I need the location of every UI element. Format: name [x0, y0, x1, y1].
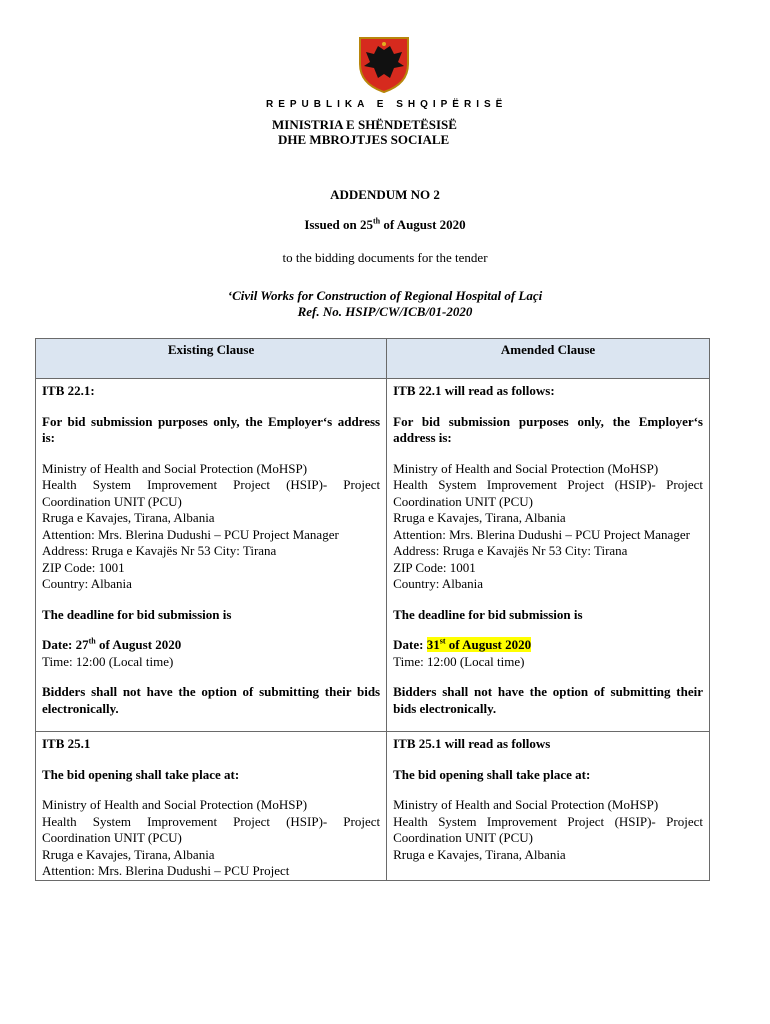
clause-number: ITB 22.1 will read as follows: — [393, 383, 555, 398]
deadline-date: Date: 27th of August 2020 — [42, 636, 182, 652]
clause-number: ITB 22.1: — [42, 383, 95, 398]
address-block: Ministry of Health and Social Protection (MoHSP) Health System Improvement Project (HSIP)- Project Coordination UNIT (PCU) Rruga e Kavajes, Tirana, Albania Attention: Mrs. Blerina Dudushi – PCU Project Manager Address: Rruga e Kavajës Nr 53 City: Tirana ZIP Code: 1001 Country: Albania — [42, 460, 381, 591]
tender-line: to the bidding documents for the tender — [282, 250, 488, 265]
clause-intro: For bid submission purposes only, the Employer‘s address is: — [393, 413, 703, 445]
deadline-time: Time: 12:00 (Local time) — [393, 653, 525, 669]
existing-clause-cell — [36, 732, 387, 881]
issued-date: Issued on 25th of August 2020 — [304, 216, 466, 232]
amended-clause-header: Amended Clause — [387, 339, 710, 379]
ministry-name — [272, 117, 502, 147]
clause-number: ITB 25.1 will read as follows — [393, 736, 551, 751]
project-name: ‘Civil Works for Construction of Regional Hospital of Laçi — [227, 288, 543, 303]
amended-date-highlight: 31st of August 2020 — [426, 636, 532, 652]
clause-number: ITB 25.1 — [42, 736, 91, 751]
project-title — [0, 288, 770, 320]
deadline-time: Time: 12:00 (Local time) — [42, 653, 174, 669]
table-row — [36, 732, 710, 881]
ministry-line-1: MINISTRIA E SHËNDETËSISË — [272, 117, 457, 132]
clause-intro: The bid opening shall take place at: — [393, 766, 591, 782]
amended-clause-cell — [387, 379, 710, 732]
amended-clause-cell — [387, 732, 710, 881]
electronic-submission-note: Bidders shall not have the option of submitting their bids electronically. — [393, 684, 703, 716]
clause-intro: For bid submission purposes only, the Employer‘s address is: — [42, 413, 381, 445]
clause-intro: The bid opening shall take place at: — [42, 766, 240, 782]
ministry-line-2: DHE MBROJTJES SOCIALE — [278, 132, 450, 147]
existing-clause-cell — [36, 379, 387, 732]
addendum-title: ADDENDUM NO 2 — [330, 187, 440, 202]
albanian-eagle-emblem-icon — [354, 34, 414, 94]
deadline-label: The deadline for bid submission is — [393, 606, 583, 622]
existing-clause-header: Existing Clause — [36, 339, 387, 379]
republic-name: REPUBLIKA E SHQIPËRISË — [266, 99, 508, 110]
reference-number: Ref. No. HSIP/CW/ICB/01-2020 — [297, 304, 473, 319]
clauses-table — [35, 338, 710, 881]
address-block: Ministry of Health and Social Protection (MoHSP) Health System Improvement Project (HSIP)- Project Coordination UNIT (PCU) Rruga e Kavajes, Tirana, Albania — [393, 797, 703, 862]
address-block: Ministry of Health and Social Protection (MoHSP) Health System Improvement Project (HSIP)- Project Coordination UNIT (PCU) Rruga e Kavajes, Tirana, Albania Attention: Mrs. Blerina Dudushi – PCU Project Manager Address: Rruga e Kavajës Nr 53 City: Tirana ZIP Code: 1001 Country: Albania — [393, 460, 703, 591]
table-header-row — [36, 339, 710, 379]
table-row — [36, 379, 710, 732]
deadline-label: The deadline for bid submission is — [42, 606, 232, 622]
electronic-submission-note: Bidders shall not have the option of submitting their bids electronically. — [42, 684, 381, 716]
address-block: Ministry of Health and Social Protection (MoHSP) Health System Improvement Project (HSIP)- Project Coordination UNIT (PCU) Rruga e Kavajes, Tirana, Albania Attention: Mrs. Blerina Dudushi – PCU Project — [42, 797, 381, 878]
deadline-date: Date: 31st of August 2020 — [393, 636, 532, 652]
